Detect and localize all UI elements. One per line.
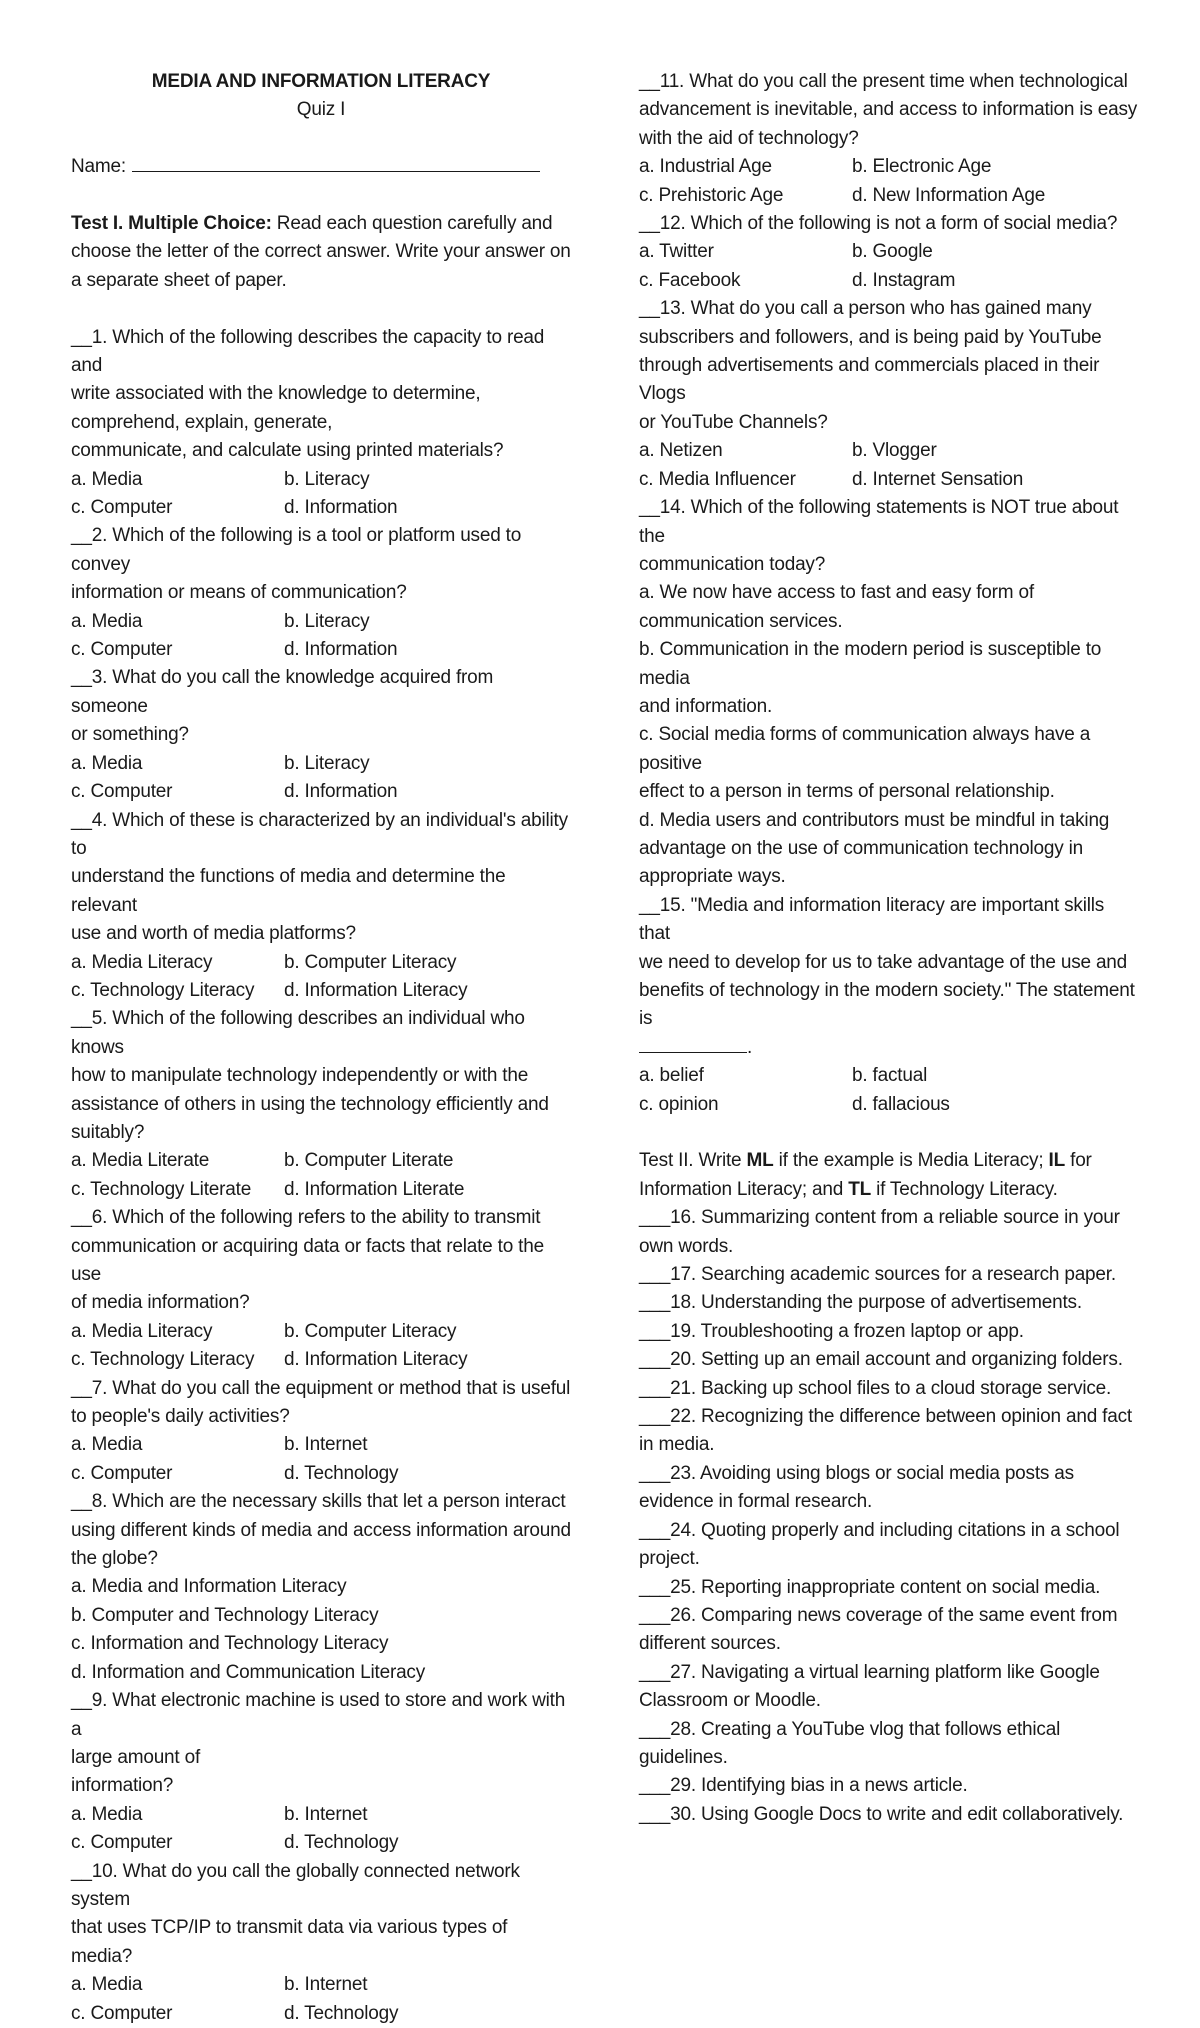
option: b. Computer and Technology Literacy — [71, 1604, 379, 1626]
question-15 — [639, 892, 1139, 1119]
test2-instructions — [639, 1147, 1139, 1204]
option: d. Instagram — [852, 269, 956, 291]
option: d. Information — [284, 781, 398, 803]
option: communication services. — [639, 610, 843, 632]
test2-item-24: ___24. Quoting properly and including citations in a school project. — [639, 1519, 1120, 1570]
options — [639, 1062, 1139, 1119]
option: a. Media Literate — [71, 1150, 210, 1172]
question-line: __13. What do you call a person who has gained many — [639, 298, 1092, 320]
option: c. Computer — [71, 781, 173, 803]
question-line: __15. "Media and information literacy are important skills that — [639, 894, 1105, 945]
name-label: Name: — [71, 156, 126, 178]
options — [71, 1318, 571, 1375]
question-line: __1. Which of the following describes the capacity to read and — [71, 326, 545, 377]
options — [71, 1801, 571, 1858]
options — [639, 238, 1139, 295]
question-line: information? — [71, 1775, 174, 1797]
option: d. Information and Communication Literacy — [71, 1661, 426, 1683]
option: c. Computer — [71, 639, 173, 661]
question-10 — [71, 1858, 571, 2028]
option: d. Information — [284, 639, 398, 661]
option: b. Vlogger — [852, 440, 937, 462]
option: d. Information Literacy — [284, 979, 468, 1001]
blank-suffix: . — [747, 1036, 753, 1058]
option: a. Netizen — [639, 440, 723, 462]
test2-item-29: ___29. Identifying bias in a news article. — [639, 1775, 968, 1797]
option: d. Internet Sensation — [852, 468, 1024, 490]
option: b. Computer Literacy — [284, 951, 457, 973]
option: d. Technology — [284, 1832, 399, 1854]
options — [639, 153, 1139, 210]
answer-blank[interactable] — [639, 1034, 747, 1053]
question-line: write associated with the knowledge to determine, — [71, 383, 481, 405]
option: a. Media — [71, 610, 143, 632]
option: a. belief — [639, 1065, 704, 1087]
option: c. Computer — [71, 497, 173, 519]
option: d. Information Literacy — [284, 1349, 468, 1371]
test2-item-26: ___26. Comparing news coverage of the same event from different sources. — [639, 1604, 1118, 1655]
page-subtitle: Quiz I — [296, 99, 346, 121]
question-line: how to manipulate technology independently or with the — [71, 1065, 529, 1087]
question-line: or something? — [71, 724, 189, 746]
question-3 — [71, 664, 571, 806]
option: d. Technology — [284, 2002, 399, 2024]
question-line: large amount of — [71, 1746, 201, 1768]
option: d. Information — [284, 497, 398, 519]
test2-item-21: ___21. Backing up school files to a cloud storage service. — [639, 1377, 1112, 1399]
option: a. Industrial Age — [639, 156, 772, 178]
question-line: __14. Which of the following statements is NOT true about the — [639, 497, 1119, 547]
option: advantage on the use of communication technology in — [639, 837, 1083, 859]
option: d. fallacious — [852, 1093, 950, 1115]
test2-item-23: ___23. Avoiding using blogs or social media posts as evidence in formal research. — [639, 1462, 1074, 1513]
question-14 — [639, 494, 1139, 892]
right-column — [639, 68, 1139, 1829]
question-line: we need to develop for us to take advantage of the use and — [639, 951, 1128, 973]
option: c. Technology Literate — [71, 1178, 252, 1200]
option: b. Internet — [284, 1434, 368, 1456]
question-line: to people's daily activities? — [71, 1406, 290, 1428]
question-line: of media information? — [71, 1292, 250, 1314]
test2-intro-text: for Information Literacy; and — [639, 1150, 1092, 1200]
option: effect to a person in terms of personal relationship. — [639, 781, 1055, 803]
test2-item-18: ___18. Understanding the purpose of advertisements. — [639, 1292, 1082, 1314]
options — [71, 1147, 571, 1204]
option: a. Twitter — [639, 241, 714, 263]
question-line: __2. Which of the following is a tool or platform used to convey — [71, 525, 522, 575]
test2-intro-text: if Technology Literacy. — [871, 1178, 1058, 1200]
option: b. Internet — [284, 1803, 368, 1825]
question-line: use and worth of media platforms? — [71, 923, 356, 945]
question-line: assistance of others in using the technology efficiently and — [71, 1093, 549, 1115]
question-line: communication or acquiring data or facts that relate to the use — [71, 1235, 544, 1286]
question-9 — [71, 1687, 571, 1857]
options — [639, 437, 1139, 494]
test2-intro-text: if the example is Media Literacy; — [773, 1150, 1049, 1172]
question-line: understand the functions of media and determine the relevant — [71, 866, 506, 916]
question-13 — [639, 295, 1139, 494]
option: d. Technology — [284, 1462, 399, 1484]
test1-heading: Test I. Multiple Choice: — [71, 213, 272, 234]
left-column — [71, 68, 571, 2028]
option: c. Computer — [71, 2002, 173, 2024]
option: c. Technology Literacy — [71, 979, 255, 1001]
option: b. Communication in the modern period is susceptible to media — [639, 639, 1102, 689]
question-12 — [639, 210, 1139, 295]
question-line: __8. Which are the necessary skills that let a person interact — [71, 1491, 566, 1513]
option: c. Prehistoric Age — [639, 184, 784, 206]
question-4 — [71, 807, 571, 1006]
options — [71, 466, 571, 523]
question-line: __9. What electronic machine is used to store and work with a — [71, 1690, 566, 1740]
question-8 — [71, 1488, 571, 1687]
test2-item-27: ___27. Navigating a virtual learning platform like Google Classroom or Moodle. — [639, 1661, 1100, 1712]
option: c. Social media forms of communication always have a positive — [639, 724, 1091, 774]
option: b. factual — [852, 1065, 928, 1087]
question-line: __11. What do you call the present time when technological — [639, 71, 1128, 92]
options — [639, 579, 1139, 891]
question-line: information or means of communication? — [71, 582, 407, 604]
option: a. Media — [71, 752, 143, 774]
options — [71, 1431, 571, 1488]
question-line: comprehend, explain, generate, — [71, 411, 333, 433]
test2-intro-text: Test II. Write — [639, 1150, 747, 1172]
option: b. Internet — [284, 1974, 368, 1996]
code-il: IL — [1048, 1150, 1066, 1172]
option: c. Media Influencer — [639, 468, 796, 490]
question-1 — [71, 324, 571, 523]
option: a. Media Literacy — [71, 1320, 213, 1342]
option: a. Media — [71, 1974, 143, 1996]
option: b. Literacy — [284, 468, 370, 490]
option: b. Literacy — [284, 752, 370, 774]
code-ml: ML — [746, 1150, 774, 1172]
answer-blank-line — [639, 1034, 1139, 1062]
option: a. Media — [71, 1434, 143, 1456]
question-line: __10. What do you call the globally connected network system — [71, 1860, 520, 1910]
question-line: through advertisements and commercials placed in their Vlogs — [639, 355, 1100, 405]
options — [71, 750, 571, 807]
test2-item-30: ___30. Using Google Docs to write and edit collaboratively. — [639, 1803, 1124, 1825]
option: c. Computer — [71, 1462, 173, 1484]
question-line: __4. Which of these is characterized by an individual's ability to — [71, 809, 568, 859]
question-6 — [71, 1204, 571, 1374]
name-field[interactable] — [132, 153, 540, 172]
code-tl: TL — [848, 1178, 872, 1200]
question-line: __3. What do you call the knowledge acquired from someone — [71, 667, 494, 717]
option: c. Technology Literacy — [71, 1349, 255, 1371]
test2-item-22: ___22. Recognizing the difference between opinion and fact in media. — [639, 1406, 1132, 1456]
question-line: communicate, and calculate using printed materials? — [71, 440, 504, 462]
test2-item-28: ___28. Creating a YouTube vlog that follows ethical guidelines. — [639, 1718, 1061, 1768]
test1-instructions — [71, 210, 571, 295]
options — [71, 949, 571, 1006]
option: c. opinion — [639, 1093, 719, 1115]
question-7 — [71, 1375, 571, 1489]
option: a. Media Literacy — [71, 951, 213, 973]
name-row — [71, 153, 571, 181]
test2-item-16: ___16. Summarizing content from a reliable source in your own words. — [639, 1207, 1120, 1257]
option: b. Computer Literate — [284, 1150, 454, 1172]
question-line: with the aid of technology? — [639, 127, 859, 149]
test2-items — [639, 1204, 1139, 1829]
option: b. Literacy — [284, 610, 370, 632]
option: d. Information Literate — [284, 1178, 465, 1200]
question-line: that uses TCP/IP to transmit data via various types of media? — [71, 1917, 508, 1967]
option: a. Media — [71, 1803, 143, 1825]
question-line: the globe? — [71, 1548, 158, 1570]
question-line: __5. Which of the following describes an individual who knows — [71, 1008, 525, 1058]
option: a. We now have access to fast and easy form of — [639, 582, 1034, 604]
options — [71, 608, 571, 665]
question-line: subscribers and followers, and is being paid by YouTube — [639, 326, 1102, 348]
question-line: benefits of technology in the modern society." The statement is — [639, 980, 1135, 1030]
question-2 — [71, 522, 571, 664]
option: appropriate ways. — [639, 866, 786, 888]
question-line: __6. Which of the following refers to the ability to transmit — [71, 1207, 541, 1229]
test1-instructions-text: Read each question carefully and choose the letter of the correct answer. Write your answer on a separate sheet of paper. — [71, 213, 571, 291]
option: c. Information and Technology Literacy — [71, 1633, 389, 1655]
option: c. Computer — [71, 1832, 173, 1854]
question-11 — [639, 68, 1139, 210]
question-5 — [71, 1005, 571, 1204]
test2-item-25: ___25. Reporting inappropriate content on social media. — [639, 1576, 1101, 1598]
option: d. Media users and contributors must be mindful in taking — [639, 809, 1110, 831]
option: c. Facebook — [639, 269, 741, 291]
test2-item-20: ___20. Setting up an email account and organizing folders. — [639, 1349, 1123, 1371]
options — [71, 1573, 571, 1687]
option: and information. — [639, 695, 773, 717]
question-line: suitably? — [71, 1121, 145, 1143]
option: b. Google — [852, 241, 933, 263]
test2-item-17: ___17. Searching academic sources for a research paper. — [639, 1264, 1116, 1286]
option: b. Computer Literacy — [284, 1320, 457, 1342]
question-line: communication today? — [639, 553, 826, 575]
question-line: using different kinds of media and access information around — [71, 1519, 571, 1541]
question-line: or YouTube Channels? — [639, 411, 828, 433]
options — [71, 1971, 571, 2028]
option: a. Media — [71, 468, 143, 490]
option: d. New Information Age — [852, 184, 1046, 206]
option: a. Media and Information Literacy — [71, 1576, 347, 1598]
question-line: __7. What do you call the equipment or method that is useful — [71, 1377, 571, 1399]
question-line: advancement is inevitable, and access to information is easy — [639, 99, 1138, 121]
option: b. Electronic Age — [852, 156, 992, 178]
page-title: MEDIA AND INFORMATION LITERACY — [151, 71, 491, 92]
question-line: __12. Which of the following is not a form of social media? — [639, 213, 1118, 235]
test2-item-19: ___19. Troubleshooting a frozen laptop or app. — [639, 1320, 1024, 1342]
